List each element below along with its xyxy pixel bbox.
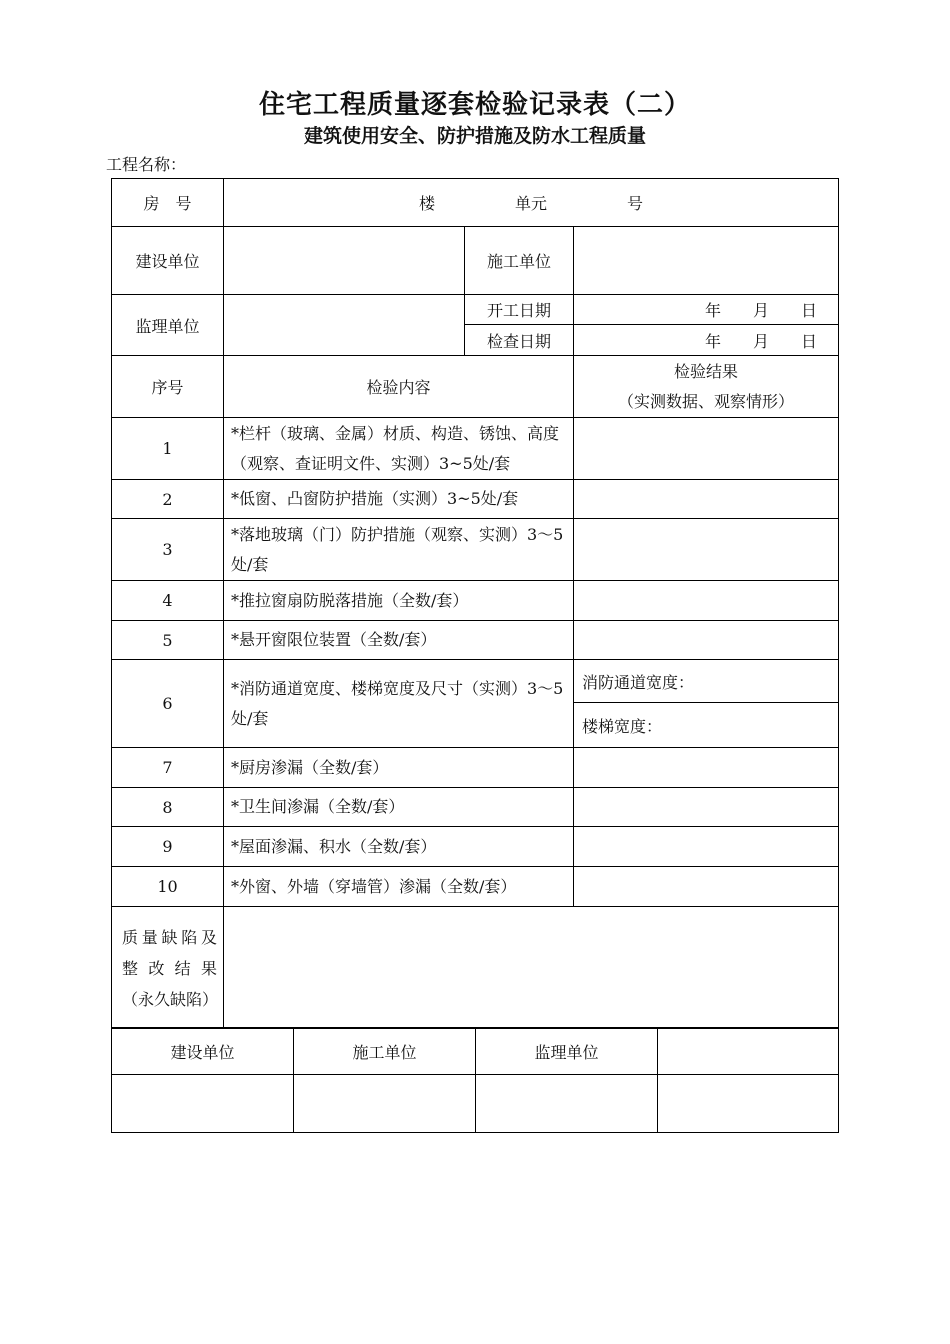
item-number: 1 — [112, 418, 224, 480]
table-row — [112, 418, 839, 480]
item-content: *卫生间渗漏（全数/套） — [224, 788, 574, 827]
item-result-field[interactable] — [574, 480, 839, 519]
sign-contractor-label: 施工单位 — [294, 1028, 476, 1075]
owner-unit-field[interactable] — [224, 227, 465, 295]
sign-supervisor-label: 监理单位 — [476, 1028, 658, 1075]
item-number: 3 — [112, 519, 224, 581]
inspection-table — [111, 178, 839, 1029]
form-subtitle: 建筑使用安全、防护措施及防水工程质量 — [303, 125, 646, 147]
item-result-field[interactable] — [574, 418, 839, 480]
start-date-label: 开工日期 — [465, 295, 574, 325]
item-content: *屋面渗漏、积水（全数/套） — [224, 827, 574, 867]
item-content: *消防通道宽度、楼梯宽度及尺寸（实测）3～5处/套 — [224, 660, 574, 748]
supervisor-unit-label: 监理单位 — [112, 295, 224, 356]
check-date-label: 检查日期 — [465, 325, 574, 356]
sign-supervisor-field[interactable] — [476, 1075, 658, 1133]
item-content: *栏杆（玻璃、金属）材质、构造、锈蚀、高度（观察、查证明文件、实测）3~5处/套 — [224, 418, 574, 480]
stair-width-field[interactable]: 楼梯宽度： — [574, 703, 839, 748]
result-column-header — [574, 356, 839, 418]
item-result-field[interactable] — [574, 827, 839, 867]
table-row — [112, 480, 839, 519]
sign-owner-label: 建设单位 — [112, 1028, 294, 1075]
item-content: *落地玻璃（门）防护措施（观察、实测）3～5处/套 — [224, 519, 574, 581]
contractor-unit-label: 施工单位 — [465, 227, 574, 295]
check-date-field[interactable]: 年 月 日 — [574, 325, 839, 356]
fire-passage-width-field[interactable]: 消防通道宽度： — [574, 660, 839, 703]
item-content: *低窗、凸窗防护措施（实测）3~5处/套 — [224, 480, 574, 519]
result-header-line1: 检验结果 — [674, 361, 739, 381]
item-number: 7 — [112, 748, 224, 788]
sign-contractor-field[interactable] — [294, 1075, 476, 1133]
supervisor-unit-field[interactable] — [224, 295, 465, 356]
defect-field[interactable] — [224, 907, 839, 1029]
item-content: *悬开窗限位装置（全数/套） — [224, 621, 574, 660]
item-number: 6 — [112, 660, 224, 748]
item-content: *外窗、外墙（穿墙管）渗漏（全数/套） — [224, 867, 574, 907]
table-row — [112, 581, 839, 621]
room-number-field[interactable]: 楼 单元 号 — [224, 179, 839, 227]
signature-table — [111, 1027, 839, 1133]
sign-owner-field[interactable] — [112, 1075, 294, 1133]
item-content: *厨房渗漏（全数/套） — [224, 748, 574, 788]
table-row — [112, 748, 839, 788]
item-result-field[interactable] — [574, 748, 839, 788]
item-number: 9 — [112, 827, 224, 867]
item-result-field[interactable] — [574, 581, 839, 621]
table-row — [112, 788, 839, 827]
table-row — [112, 660, 839, 703]
sign-extra-label — [658, 1028, 839, 1075]
item-content: *推拉窗扇防脱落措施（全数/套） — [224, 581, 574, 621]
form-title: 住宅工程质量逐套检验记录表（二） — [258, 90, 691, 120]
item-number: 8 — [112, 788, 224, 827]
item-result-field[interactable] — [574, 519, 839, 581]
item-result-field[interactable] — [574, 867, 839, 907]
start-date-field[interactable]: 年 月 日 — [574, 295, 839, 325]
item-result-field[interactable] — [574, 788, 839, 827]
item-number: 2 — [112, 480, 224, 519]
defect-label: 质量缺陷及整改结果（永久缺陷） — [112, 907, 224, 1029]
contractor-unit-field[interactable] — [574, 227, 839, 295]
result-header-line2: （实测数据、观察情形） — [618, 391, 795, 411]
item-number: 5 — [112, 621, 224, 660]
owner-unit-label: 建设单位 — [112, 227, 224, 295]
item-number: 4 — [112, 581, 224, 621]
project-name-label: 工程名称： — [106, 155, 187, 174]
item-number: 10 — [112, 867, 224, 907]
sign-extra-field[interactable] — [658, 1075, 839, 1133]
table-row — [112, 519, 839, 581]
table-row — [112, 621, 839, 660]
content-column-header: 检验内容 — [224, 356, 574, 418]
item-result-field[interactable] — [574, 621, 839, 660]
room-number-label: 房 号 — [112, 179, 224, 227]
table-row — [112, 867, 839, 907]
seq-column-header: 序号 — [112, 356, 224, 418]
table-row — [112, 827, 839, 867]
